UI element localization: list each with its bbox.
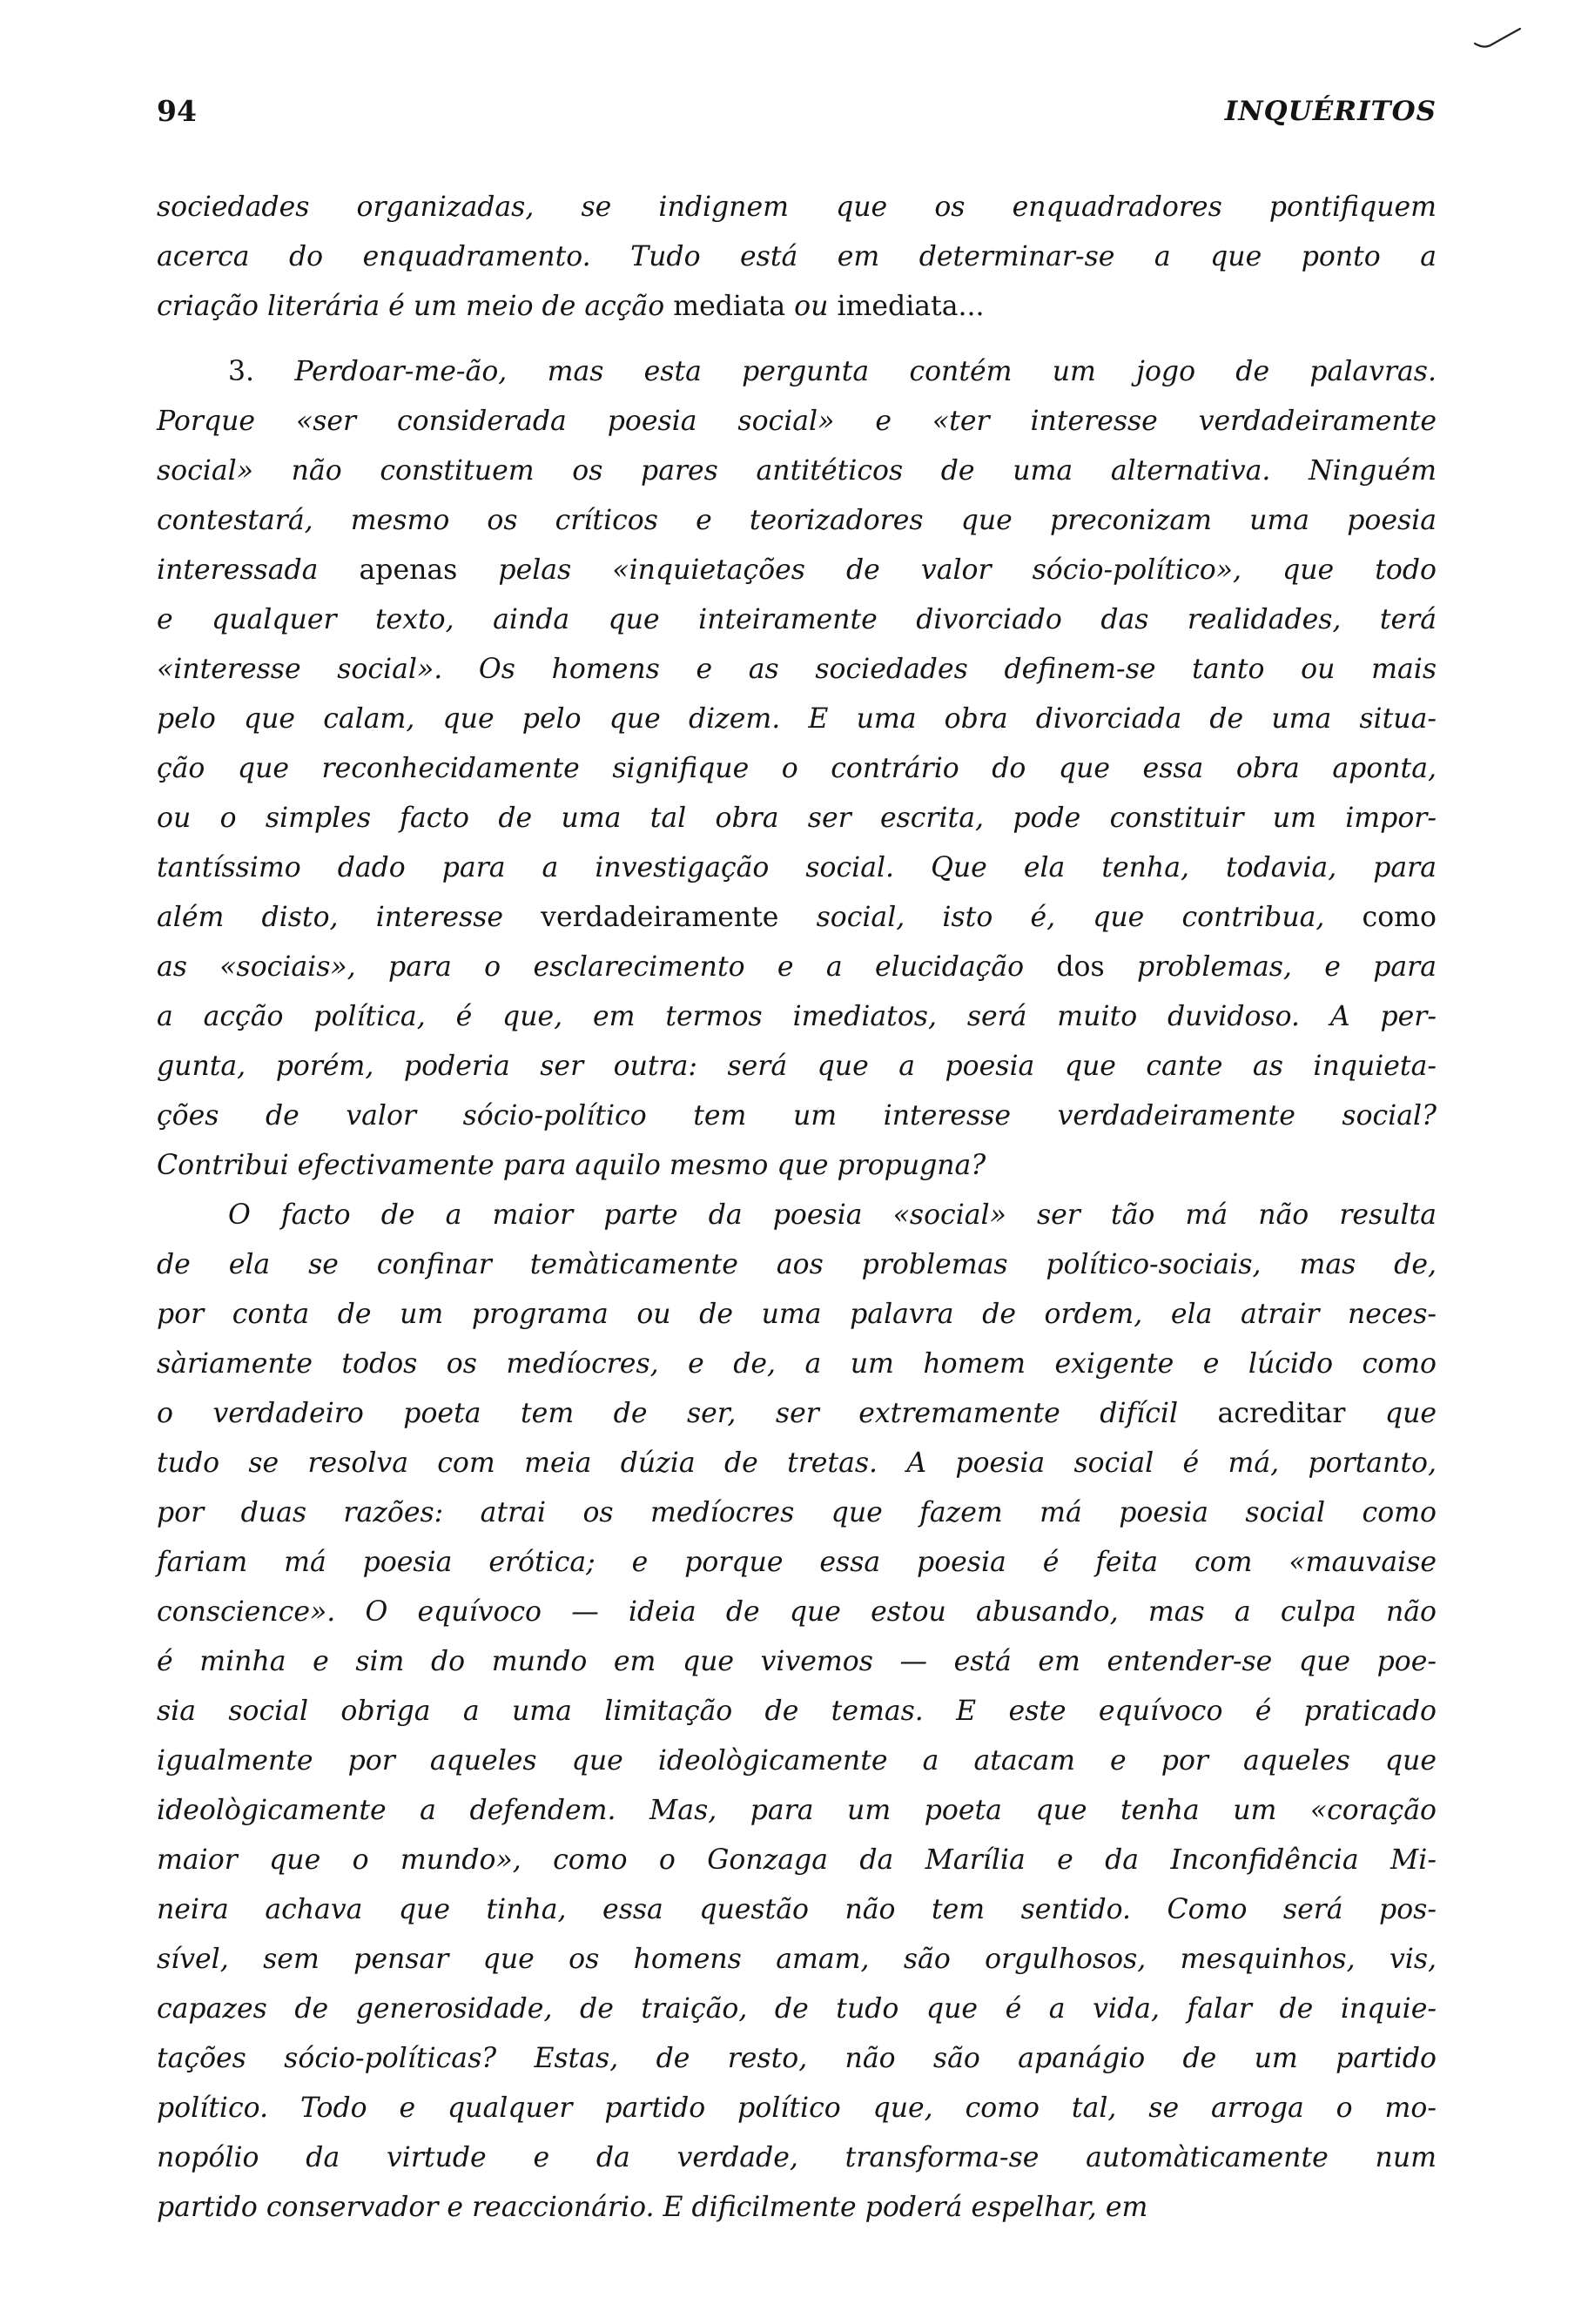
text-run: é minha e sim do mundo em que vivemos — está em entender-se que poe- <box>157 1646 1437 1677</box>
text-line <box>157 2133 1437 2183</box>
text-line <box>157 1786 1437 1836</box>
text-run: problemas, e para <box>1104 951 1437 983</box>
pencil-check-mark <box>1471 26 1524 52</box>
text-line <box>157 1439 1437 1488</box>
paragraph-p1 <box>157 183 1437 332</box>
paragraph-p2 <box>157 347 1437 1191</box>
text-run: dos <box>1056 951 1105 983</box>
text-run: acreditar <box>1217 1398 1346 1429</box>
text-run: por conta de um programa ou de uma palavra de ordem, ela atrair neces- <box>157 1299 1437 1330</box>
text-run: sociedades organizadas, se indignem que os enquadradores pontifiquem <box>157 191 1437 223</box>
text-run: o verdadeiro poeta tem de ser, ser extremamente difícil <box>157 1398 1218 1429</box>
text-line <box>157 1985 1437 2034</box>
text-run: ou o simples facto de uma tal obra ser escrita, pode constituir um impor- <box>157 803 1437 834</box>
text-line <box>157 893 1437 943</box>
text-run: além disto, interesse <box>157 902 542 933</box>
text-line <box>157 1588 1437 1637</box>
text-line <box>157 2084 1437 2133</box>
text-line <box>157 1935 1437 1985</box>
text-run: contestará, mesmo os críticos e teorizadores que preconizam uma poesia <box>157 505 1437 536</box>
text-line <box>157 943 1437 992</box>
text-line <box>157 595 1437 645</box>
text-run: que <box>1345 1398 1437 1429</box>
text-run: ção que reconhecidamente signifique o contrário do que essa obra aponta, <box>157 753 1437 784</box>
text-line <box>157 1736 1437 1786</box>
text-run: verdadeiramente <box>541 902 779 933</box>
text-run: como <box>1362 902 1437 933</box>
text-run: «interesse social». Os homens e as sociedades definem-se tanto ou mais <box>157 654 1437 685</box>
text-run: tações sócio-políticas? Estas, de resto, não são apanágio de um partido <box>157 2043 1437 2074</box>
text-run: criação literária é um meio de acção <box>157 291 674 322</box>
text-line <box>157 1687 1437 1736</box>
text-run: político. Todo e qualquer partido político que, como tal, se arroga o mo- <box>157 2092 1437 2124</box>
text-run: tudo se resolva com meia dúzia de tretas. A poesia social é má, portanto, <box>157 1447 1437 1479</box>
text-run: ideològicamente a defendem. Mas, para um poeta que tenha um «coração <box>157 1795 1437 1826</box>
text-line <box>157 645 1437 695</box>
text-line <box>157 1885 1437 1935</box>
text-run: de ela se confinar temàticamente aos problemas político-sociais, mas de, <box>157 1249 1437 1280</box>
page-header <box>157 94 1437 146</box>
text-line <box>157 1488 1437 1538</box>
text-run: neira achava que tinha, essa questão não tem sentido. Como será pos- <box>157 1894 1437 1925</box>
text-line <box>157 992 1437 1042</box>
text-line <box>157 794 1437 843</box>
text-line <box>157 397 1437 447</box>
text-run: social» não constituem os pares antitéticos de uma alternativa. Ninguém <box>157 455 1437 487</box>
text-line <box>157 447 1437 496</box>
text-line <box>157 1340 1437 1389</box>
text-run: Porque «ser considerada poesia social» e «ter interesse verdadeiramente <box>157 406 1437 437</box>
text-line <box>157 1389 1437 1439</box>
text-run: a acção política, é que, em termos imediatos, será muito duvidoso. A per- <box>157 1001 1437 1032</box>
text-run: gunta, porém, poderia ser outra: será que a poesia que cante as inquieta- <box>157 1051 1437 1082</box>
text-run: pelas «inquietações de valor sócio-político», que todo <box>457 554 1437 586</box>
text-line <box>157 843 1437 893</box>
text-run: acerca do enquadramento. Tudo está em determinar-se a que ponto a <box>157 241 1437 272</box>
text-line <box>157 2034 1437 2084</box>
text-run: sível, sem pensar que os homens amam, são orgulhosos, mesquinhos, vis, <box>157 1944 1437 1975</box>
text-run: interessada <box>157 554 360 586</box>
text-run: ções de valor sócio-político tem um interesse verdadeiramente social? <box>157 1100 1437 1132</box>
text-line <box>157 1290 1437 1340</box>
text-line <box>157 282 1437 332</box>
text-line <box>157 1191 1437 1240</box>
text-line <box>157 347 1437 397</box>
text-run: pelo que calam, que pelo que dizem. E uma obra divorciada de uma situa- <box>157 703 1437 735</box>
text-line <box>157 2183 1437 2233</box>
text-line <box>157 1240 1437 1290</box>
text-run: capazes de generosidade, de traição, de tudo que é a vida, falar de inquie- <box>157 1993 1437 2025</box>
body-text <box>157 183 1437 2233</box>
text-run: sàriamente todos os medíocres, e de, a um homem exigente e lúcido como <box>157 1348 1437 1380</box>
text-line <box>157 1836 1437 1885</box>
text-run: social, isto é, que contribua, <box>778 902 1363 933</box>
text-run: mediata <box>673 291 786 322</box>
running-head: INQUÉRITOS <box>1224 96 1437 127</box>
text-run: fariam má poesia erótica; e porque essa poesia é feita com «mauvaise <box>157 1547 1437 1578</box>
text-line <box>157 695 1437 744</box>
text-line <box>157 232 1437 282</box>
text-line <box>157 1091 1437 1141</box>
text-run: por duas razões: atrai os medíocres que fazem má poesia social como <box>157 1497 1437 1528</box>
text-run: ou <box>785 291 838 322</box>
text-run: O facto de a maior parte da poesia «social» ser tão má não resulta <box>228 1199 1437 1231</box>
text-run: Perdoar-me-ão, mas esta pergunta contém um jogo de palavras. <box>294 356 1437 387</box>
text-line <box>157 183 1437 232</box>
text-run: e qualquer texto, ainda que inteiramente divorciado das realidades, terá <box>157 604 1437 635</box>
text-line <box>157 546 1437 595</box>
text-run: nopólio da virtude e da verdade, transforma-se automàticamente num <box>157 2142 1437 2173</box>
page-number: 94 <box>157 94 197 128</box>
text-run: partido conservador e reaccionário. E dificilmente poderá espelhar, em <box>157 2192 1148 2223</box>
paragraph-p3 <box>157 1191 1437 2233</box>
text-run: sia social obriga a uma limitação de temas. E este equívoco é praticado <box>157 1696 1437 1727</box>
text-line <box>157 744 1437 794</box>
text-line <box>157 1141 1437 1191</box>
text-run: 3. <box>228 356 295 387</box>
text-run: tantíssimo dado para a investigação social. Que ela tenha, todavia, para <box>157 852 1437 883</box>
text-line <box>157 1538 1437 1588</box>
text-run: imediata... <box>837 291 985 322</box>
text-run: maior que o mundo», como o Gonzaga da Marília e da Inconfidência Mi- <box>157 1844 1437 1876</box>
text-line <box>157 496 1437 546</box>
text-run: conscience». O equívoco — ideia de que estou abusando, mas a culpa não <box>157 1596 1437 1628</box>
text-run: igualmente por aqueles que ideològicamente a atacam e por aqueles que <box>157 1745 1437 1777</box>
text-run: apenas <box>359 554 458 586</box>
text-run: as «sociais», para o esclarecimento e a elucidação <box>157 951 1057 983</box>
text-run: Contribui efectivamente para aquilo mesmo que propugna? <box>157 1150 986 1181</box>
text-line <box>157 1042 1437 1091</box>
text-line <box>157 1637 1437 1687</box>
